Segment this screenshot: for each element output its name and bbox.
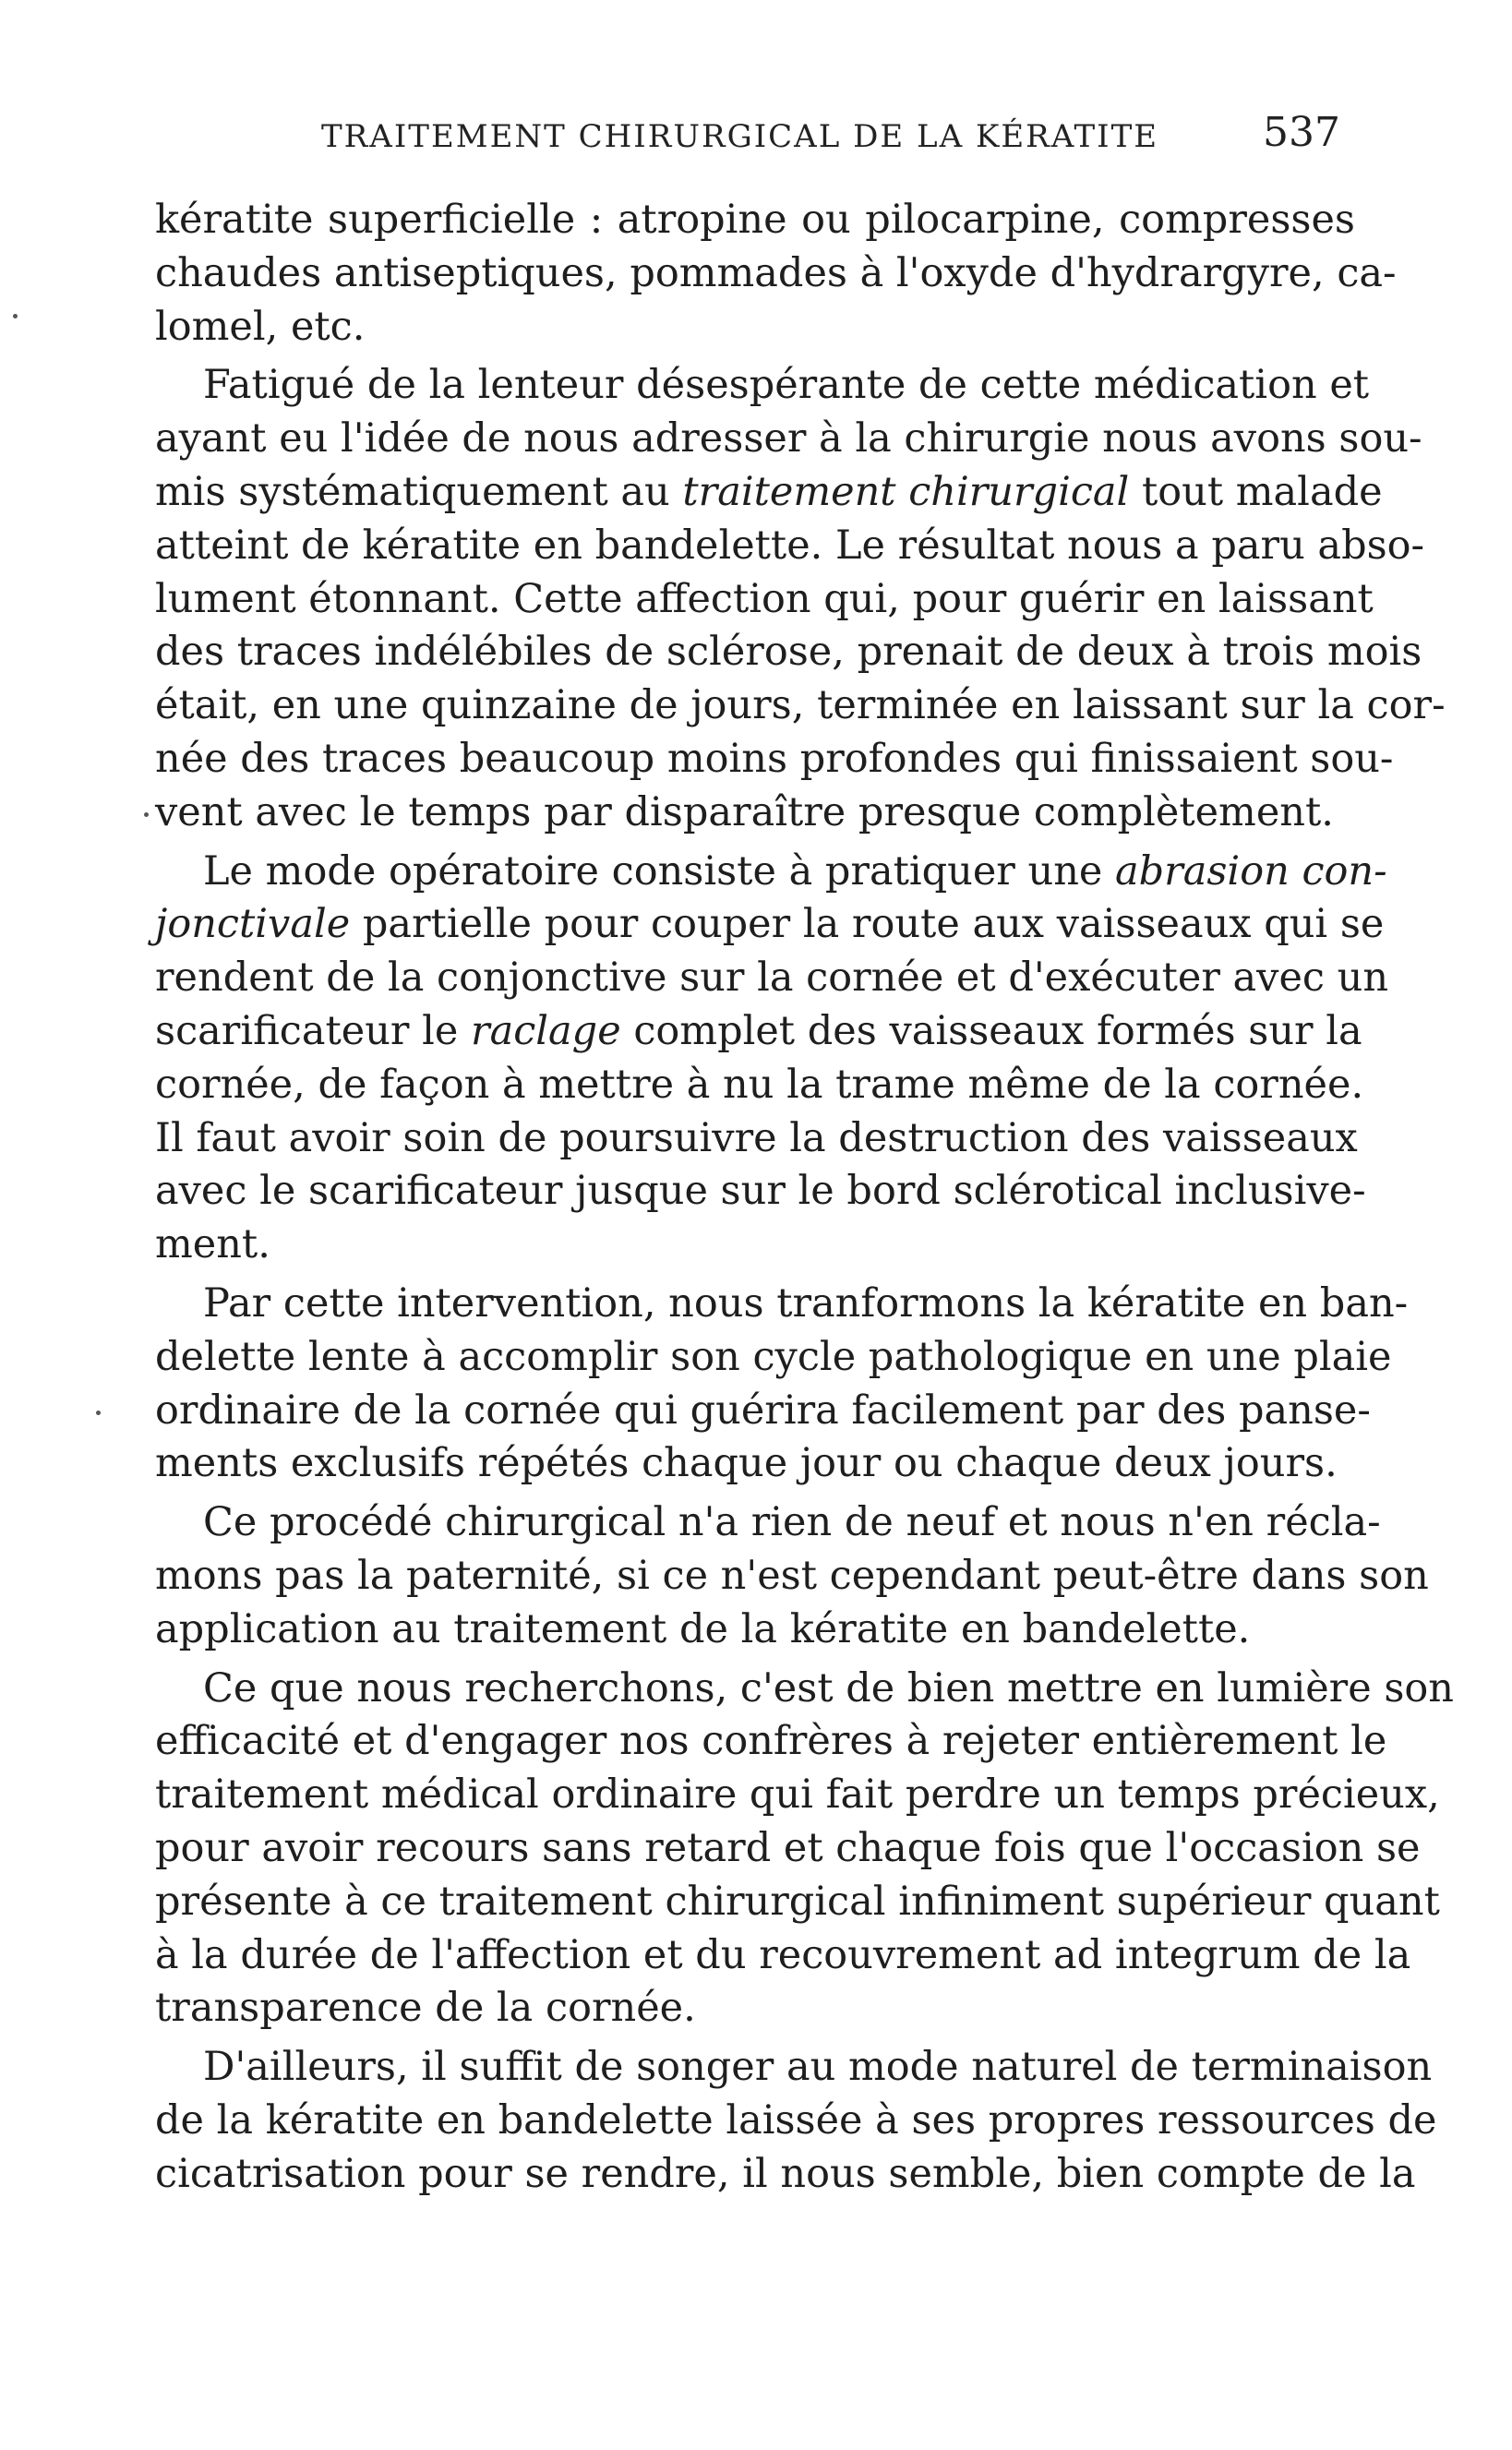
text-line: efficacité et d'engager nos confrères à rejeter entièrement le (155, 1718, 1387, 1765)
text-line: de la kératite en bandelette laissée à ses propres ressources de (155, 2096, 1437, 2144)
text-line: ment. (155, 1221, 270, 1268)
scan-speck (13, 314, 18, 318)
page-number: 537 (1263, 109, 1340, 156)
text-line: lument étonnant. Cette affection qui, pour guérir en laissant (155, 575, 1374, 622)
text-line: chaudes antiseptiques, pommades à l'oxyde d'hydrargyre, ca- (155, 249, 1397, 296)
text-run: mis systématiquement au (155, 468, 683, 515)
text-line: rendent de la conjonctive sur la cornée et d'exécuter avec un (155, 955, 1389, 1002)
text-line: pour avoir recours sans retard et chaque fois que l'occasion se (155, 1824, 1421, 1871)
scan-speck (96, 1411, 101, 1415)
body-text (155, 194, 1455, 2201)
text-line-mixed (155, 1005, 1362, 1059)
italic-phrase: raclage (471, 1007, 621, 1054)
scan-speck (144, 812, 149, 817)
text-line: lomel, etc. (155, 303, 366, 350)
text-run: Le mode opératoire consiste à pratiquer une (203, 847, 1116, 895)
text-line: ments exclusifs répétés chaque jour ou chaque deux jours. (155, 1440, 1338, 1487)
paragraph-2 (155, 359, 1446, 839)
text-line-mixed (155, 898, 1385, 952)
paragraph-6 (155, 1663, 1455, 2036)
text-line: à la durée de l'affection et du recouvrement ad integrum de la (155, 1931, 1411, 1978)
text-line: des traces indélébiles de sclérose, prenait de deux à trois mois (155, 629, 1422, 676)
text-line: Fatigué de la lenteur désespérante de cette médication et (203, 362, 1370, 409)
paragraph-5 (155, 1496, 1429, 1656)
text-line: présente à ce traitement chirurgical infiniment supérieur quant (155, 1878, 1440, 1925)
text-line: cicatrisation pour se rendre, il nous semble, bien compte de la (155, 2150, 1416, 2197)
text-run: partielle pour couper la route aux vaisseaux qui se (350, 901, 1385, 948)
text-line: était, en une quinzaine de jours, terminée en laissant sur la cor- (155, 682, 1446, 729)
text-line: delette lente à accomplir son cycle pathologique en une plaie (155, 1333, 1392, 1380)
text-line: Par cette intervention, nous tranformons la kératite en ban- (203, 1279, 1409, 1327)
italic-phrase: traitement chirurgical (682, 468, 1130, 515)
text-line: ayant eu l'idée de nous adresser à la chirurgie nous avons sou- (155, 415, 1422, 462)
text-line: kératite superficielle : atropine ou pilocarpine, compresses (155, 197, 1355, 243)
paragraph-4 (155, 1278, 1409, 1491)
text-run: scarificateur le (155, 1007, 472, 1054)
text-line-mixed (155, 466, 1383, 520)
text-line: née des traces beaucoup moins profondes qui finissaient sou- (155, 735, 1394, 782)
text-run: complet des vaisseaux formés sur la (620, 1007, 1362, 1054)
text-line: Il faut avoir soin de poursuivre la destruction des vaisseaux (155, 1114, 1358, 1161)
text-line: ordinaire de la cornée qui guérira facilement par des panse- (155, 1387, 1371, 1434)
text-line: avec le scarificateur jusque sur le bord sclérotical inclusive- (155, 1168, 1366, 1215)
paragraph-7 (155, 2041, 1437, 2201)
text-line: application au traitement de la kératite en bandelette. (155, 1605, 1251, 1652)
paragraph-3 (155, 846, 1389, 1272)
text-line: Ce que nous recherchons, c'est de bien mettre en lumière son (203, 1664, 1455, 1711)
paragraph-1 (155, 194, 1397, 354)
italic-phrase: jonctivale (155, 901, 351, 948)
text-line: Ce procédé chirurgical n'a rien de neuf et nous n'en récla- (203, 1499, 1381, 1546)
text-line: atteint de kératite en bandelette. Le résultat nous a paru abso- (155, 522, 1425, 569)
text-line-mixed (155, 846, 1387, 899)
text-line: D'ailleurs, il suffit de songer au mode naturel de terminaison (203, 2044, 1433, 2091)
text-line: transparence de la cornée. (155, 1985, 696, 2032)
text-line: cornée, de façon à mettre à nu la trame même de la cornée. (155, 1061, 1364, 1108)
text-run: tout malade (1129, 468, 1383, 515)
text-line: traitement médical ordinaire qui fait perdre un temps précieux, (155, 1771, 1440, 1819)
italic-phrase: abrasion con- (1115, 847, 1387, 895)
running-title: TRAITEMENT CHIRURGICAL DE LA KÉRATITE (321, 118, 1159, 155)
text-line: vent avec le temps par disparaître presque complètement. (155, 788, 1334, 835)
text-line: mons pas la paternité, si ce n'est cependant peut-être dans son (155, 1552, 1429, 1599)
